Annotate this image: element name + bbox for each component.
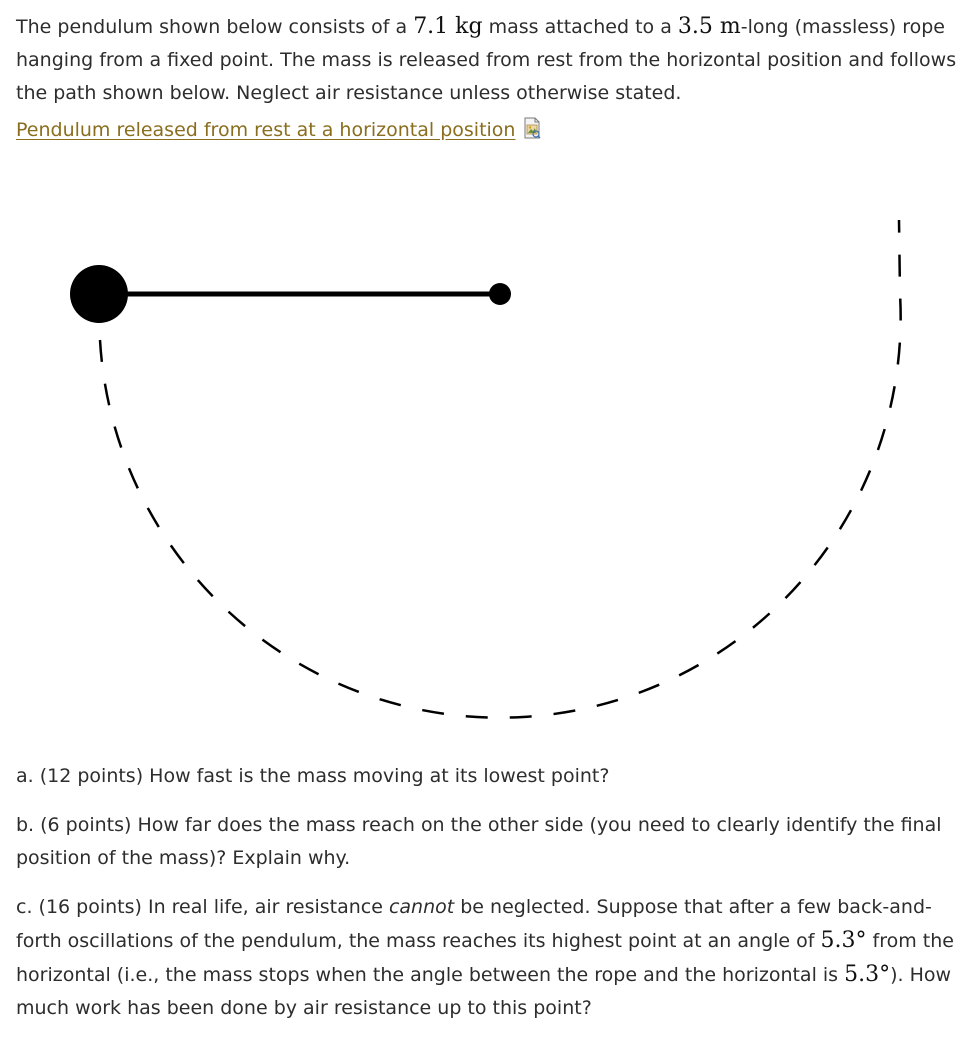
question-a: a. (12 points) How fast is the mass moving at its lowest point? <box>16 765 610 787</box>
angle-value-2: 5.3° <box>844 962 891 987</box>
figure-link-line <box>16 114 966 147</box>
image-file-icon[interactable] <box>523 117 541 139</box>
problem-intro <box>16 10 966 110</box>
length-value: 3.5 m <box>677 14 741 39</box>
angle-value-1: 5.3° <box>820 928 867 953</box>
question-c-text-3: from the horizontal (i.e., the mass stops when the angle between the rope and the horizontal is <box>16 930 954 986</box>
question-c-text-4: ). How much work has been done by air resistance up to this point? <box>16 964 952 1019</box>
intro-text-3: -long (massless) rope <box>740 16 945 38</box>
intro-text-1: The pendulum shown below consists of a <box>16 16 414 38</box>
intro-text-4: hanging from a fixed point. The mass is released from rest from the horizontal position and follows <box>16 49 957 71</box>
mass-value: 7.1 kg <box>413 14 483 39</box>
question-b: b. (6 points) How far does the mass reach on the other side (you need to clearly identify the final position of the mass)? Explain why. <box>16 814 942 869</box>
intro-text-5: the path shown below. Neglect air resistance unless otherwise stated. <box>16 82 682 104</box>
problem-page <box>16 10 966 166</box>
question-c <box>16 891 966 1025</box>
questions <box>16 760 966 1041</box>
question-c-text-1: c. (16 points) In real life, air resistance <box>16 896 389 918</box>
question-c-emphasis: cannot <box>388 896 455 918</box>
pendulum-mass <box>70 265 128 323</box>
pendulum-figure <box>0 160 970 720</box>
figure-link[interactable]: Pendulum released from rest at a horizontal position <box>16 119 516 141</box>
intro-text-2: mass attached to a <box>482 16 678 38</box>
pendulum-pivot <box>489 283 511 305</box>
question-c-text-2: be neglected. Suppose that after a few back-and-forth oscillations of the pendulum, the mass reaches its highest point at an angle of <box>16 896 932 952</box>
